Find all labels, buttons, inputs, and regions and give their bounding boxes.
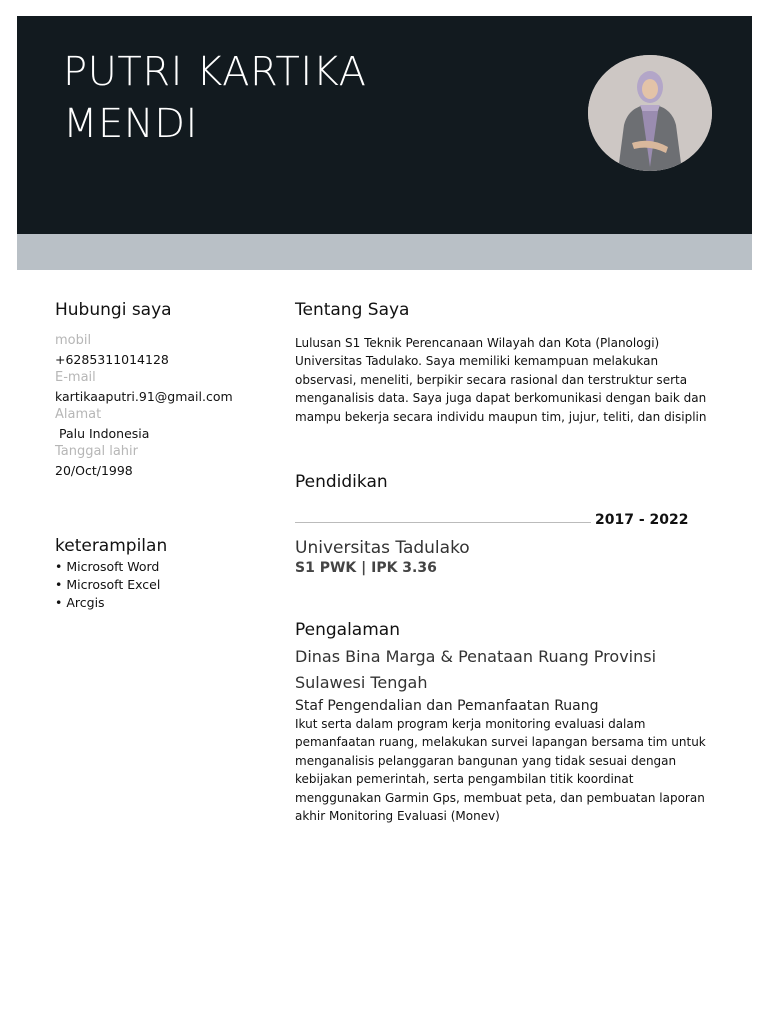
education-degree: S1 PWK | IPK 3.36 xyxy=(295,560,437,577)
experience-role: Staf Pengendalian dan Pemanfaatan Ruang xyxy=(295,698,599,715)
name-line-2: MENDI xyxy=(63,101,198,147)
address-value: Palu Indonesia xyxy=(55,426,150,441)
skill-item: • Microsoft Word xyxy=(55,559,160,574)
skill-item: • Microsoft Excel xyxy=(55,577,161,592)
profile-photo xyxy=(588,55,712,171)
experience-line: akhir Monitoring Evaluasi (Monev) xyxy=(295,809,500,824)
contact-heading: Hubungi saya xyxy=(55,300,172,320)
experience-description xyxy=(295,715,715,825)
about-line: observasi, meneliti, berpikir secara rasional dan terstruktur serta xyxy=(295,372,688,387)
phone-label: mobil xyxy=(55,333,92,348)
sidebar xyxy=(55,300,265,612)
main-content xyxy=(295,300,715,825)
timeline-divider xyxy=(295,522,591,523)
education-years: 2017 - 2022 xyxy=(595,512,689,529)
experience-line: kebijakan pemerintah, serta pengambilan titik koordinat xyxy=(295,772,634,787)
email-label: E-mail xyxy=(55,370,96,385)
dob-value: 20/Oct/1998 xyxy=(55,463,133,478)
about-line: Universitas Tadulako. Saya memiliki kemampuan melakukan xyxy=(295,354,659,369)
about-line: Lulusan S1 Teknik Perencanaan Wilayah dan Kota (Planologi) xyxy=(295,336,660,350)
experience-line: menggunakan Garmin Gps, membuat peta, dan pembuatan laporan xyxy=(295,790,705,805)
phone-value: +6285311014128 xyxy=(55,352,169,367)
skill-item: • Arcgis xyxy=(55,595,105,610)
experience-line: menganalisis pelanggaran bangunan yang tidak sesuai dengan xyxy=(295,753,677,768)
address-label: Alamat xyxy=(55,407,102,422)
email-value: kartikaaputri.91@gmail.com xyxy=(55,389,233,404)
about-text xyxy=(295,334,715,426)
candidate-name xyxy=(63,46,367,150)
contact-section xyxy=(55,332,265,480)
org-line-2: Sulawesi Tengah xyxy=(295,673,428,693)
education-timeline xyxy=(295,512,715,532)
experience-line: pemanfaatan ruang, melakukan survei lapangan bersama tim untuk xyxy=(295,735,706,750)
education-school: Universitas Tadulako xyxy=(295,538,470,559)
skills-heading: keterampilan xyxy=(55,536,168,556)
about-line: mampu bekerja secara individu maupun tim, jujur, teliti, dan disiplin xyxy=(295,409,707,424)
header-banner xyxy=(17,16,752,234)
experience-organization xyxy=(295,644,715,696)
name-line-1: PUTRI KARTIKA xyxy=(63,49,367,95)
org-line-1: Dinas Bina Marga & Penataan Ruang Provinsi xyxy=(295,647,657,667)
about-line: menganalisis data. Saya juga dapat berkomunikasi dengan baik dan xyxy=(295,391,707,406)
profile-photo-image xyxy=(588,55,712,171)
skills-list xyxy=(55,558,265,612)
about-heading: Tentang Saya xyxy=(295,300,410,320)
experience-line: Ikut serta dalam program kerja monitoring evaluasi dalam xyxy=(295,717,646,732)
header-band xyxy=(17,234,752,270)
education-heading: Pendidikan xyxy=(295,472,388,493)
dob-label: Tanggal lahir xyxy=(55,444,138,459)
experience-heading: Pengalaman xyxy=(295,620,400,641)
